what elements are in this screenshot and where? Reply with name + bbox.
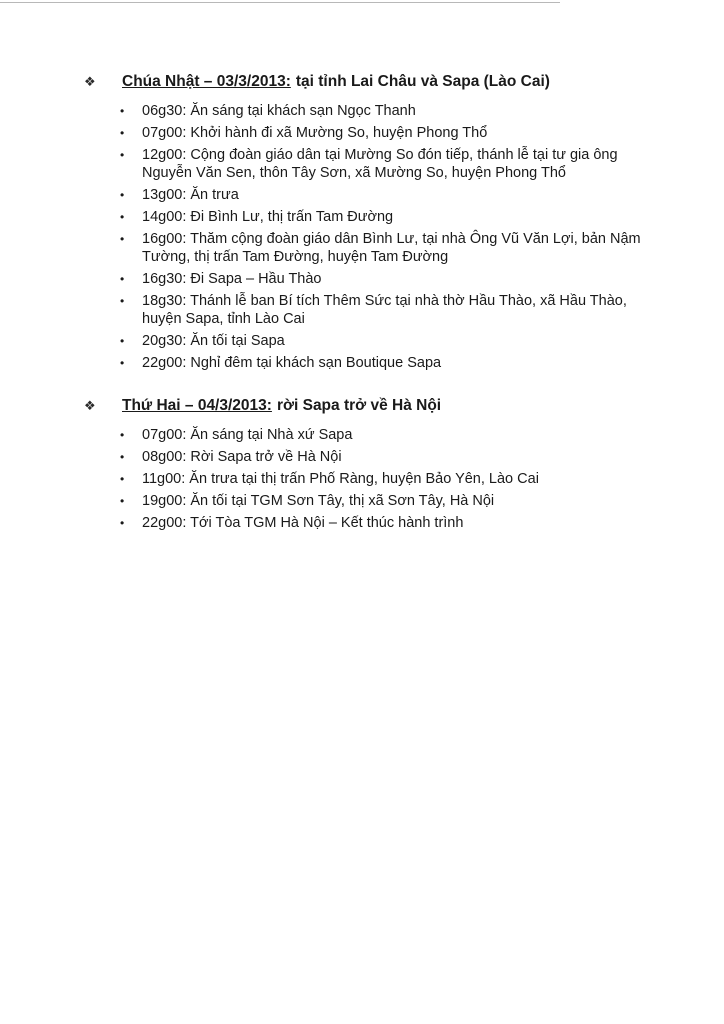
day-section-sunday (84, 72, 684, 376)
bullet-icon: • (120, 148, 125, 162)
diamond-bullet-icon: ❖ (84, 398, 96, 413)
schedule-item-text: 07g00: Ăn sáng tại Nhà xứ Sapa (142, 427, 353, 443)
schedule-list (84, 102, 684, 372)
schedule-item-text: 20g30: Ăn tối tại Sapa (142, 333, 285, 349)
bullet-icon: • (120, 356, 125, 370)
schedule-item (84, 124, 662, 142)
schedule-item-text: 13g00: Ăn trưa (142, 187, 239, 203)
schedule-item (84, 292, 662, 328)
schedule-item-text: 11g00: Ăn trưa tại thị trấn Phố Ràng, huyện Bảo Yên, Lào Cai (142, 471, 539, 487)
schedule-item (84, 426, 662, 444)
schedule-item-text: 07g00: Khởi hành đi xã Mường So, huyện Phong Thổ (142, 125, 488, 141)
bullet-icon: • (120, 494, 125, 508)
schedule-item-text: 22g00: Tới Tòa TGM Hà Nội – Kết thúc hành trình (142, 515, 464, 531)
bullet-icon: • (120, 210, 125, 224)
schedule-item-text: 18g30: Thánh lễ ban Bí tích Thêm Sức tại nhà thờ Hầu Thào, xã Hầu Thào, huyện Sapa, tỉnh Lào Cai (142, 293, 627, 327)
schedule-item (84, 470, 662, 488)
bullet-icon: • (120, 516, 125, 530)
day-section-monday (84, 396, 684, 536)
bullet-icon: • (120, 272, 125, 286)
schedule-item (84, 186, 662, 204)
schedule-item-text: 16g00: Thăm cộng đoàn giáo dân Bình Lư, tại nhà Ông Vũ Văn Lợi, bản Nậm Tường, thị trấn Tam Đường, huyện Tam Đường (142, 231, 641, 265)
bullet-icon: • (120, 104, 125, 118)
schedule-item (84, 448, 662, 466)
schedule-item-text: 08g00: Rời Sapa trở về Hà Nội (142, 449, 342, 465)
top-rule (0, 2, 560, 3)
schedule-item (84, 146, 662, 182)
schedule-item (84, 514, 662, 532)
schedule-item (84, 492, 662, 510)
day-heading (84, 72, 684, 92)
bullet-icon: • (120, 294, 125, 308)
schedule-item (84, 230, 662, 266)
day-heading-title: rời Sapa trở về Hà Nội (276, 397, 442, 414)
bullet-icon: • (120, 126, 125, 140)
schedule-item-text: 14g00: Đi Bình Lư, thị trấn Tam Đường (142, 209, 394, 225)
schedule-list (84, 426, 684, 532)
schedule-item-text: 22g00: Nghỉ đêm tại khách sạn Boutique Sapa (142, 355, 442, 371)
schedule-item (84, 208, 662, 226)
bullet-icon: • (120, 472, 125, 486)
diamond-bullet-icon: ❖ (84, 74, 96, 89)
schedule-item (84, 102, 662, 120)
bullet-icon: • (120, 334, 125, 348)
bullet-icon: • (120, 232, 125, 246)
schedule-item (84, 332, 662, 350)
day-heading-date: Chúa Nhật – 03/3/2013: (122, 73, 291, 90)
schedule-item (84, 270, 662, 288)
bullet-icon: • (120, 428, 125, 442)
day-heading-title: tại tỉnh Lai Châu và Sapa (Lào Cai) (295, 73, 550, 90)
day-heading (84, 396, 684, 416)
schedule-item-text: 06g30: Ăn sáng tại khách sạn Ngọc Thanh (142, 103, 416, 119)
schedule-item-text: 16g30: Đi Sapa – Hầu Thào (142, 271, 322, 287)
bullet-icon: • (120, 450, 125, 464)
bullet-icon: • (120, 188, 125, 202)
schedule-item (84, 354, 662, 372)
day-heading-date: Thứ Hai – 04/3/2013: (122, 397, 272, 414)
schedule-item-text: 12g00: Cộng đoàn giáo dân tại Mường So đón tiếp, thánh lễ tại tư gia ông Nguyễn Văn Sen, thôn Tây Sơn, xã Mường So, huyện Phong Thổ (142, 147, 618, 181)
schedule-item-text: 19g00: Ăn tối tại TGM Sơn Tây, thị xã Sơn Tây, Hà Nội (142, 493, 495, 509)
